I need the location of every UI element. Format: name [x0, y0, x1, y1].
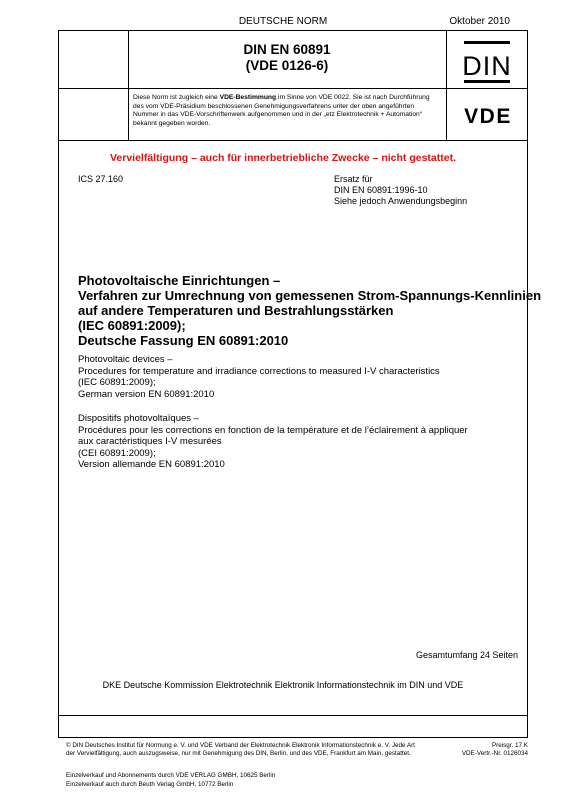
divider-line	[128, 30, 129, 140]
svg-text:DIN: DIN	[462, 51, 512, 81]
title-en-line: Photovoltaic devices –	[78, 354, 173, 365]
title-de-line: Photovoltaische Einrichtungen –	[78, 273, 281, 288]
copyright-notice: © DIN Deutsches Institut für Normung e. V. und VDE Verband der Elektrotechnik Elektronik Informationstechnik e. V. Jede Art der Vervielfältigung, auch auszugsweise, nur mit Genehmigung des DIN, Berlin, und des VDE, Frankfurt am Main, gestattet.	[66, 742, 415, 757]
ics-code: ICS 27.160	[78, 174, 124, 184]
replacement-info	[334, 174, 467, 207]
title-french	[78, 413, 518, 471]
title-fr-line: Procédures pour les corrections en fonction de la température et de l’éclairement à appliquer	[78, 424, 468, 436]
price-info	[462, 742, 528, 757]
title-german	[78, 273, 542, 348]
document-number	[132, 42, 442, 74]
notice-bold: VDE-Bestimmung	[219, 94, 277, 101]
sales-footer	[66, 771, 275, 789]
divider-line	[58, 140, 528, 141]
footer-line: Einzelverkauf auch durch Beuth Verlag GmbH, 10772 Berlin	[66, 781, 234, 788]
vde-logo-icon	[448, 100, 528, 130]
divider-line	[58, 715, 528, 716]
title-de-line: auf andere Temperaturen und Bestrahlungsstärken	[78, 303, 394, 318]
title-fr-line: Dispositifs photovoltaïques –	[78, 413, 199, 424]
dke-line: DKE Deutsche Kommission Elektrotechnik Elektronik Informationstechnik im DIN und VDE	[102, 680, 464, 690]
vde-logo	[448, 100, 528, 130]
replaces-line: DIN EN 60891:1996-10	[334, 185, 428, 195]
divider-line	[446, 30, 447, 140]
title-de-line: Verfahren zur Umrechnung von gemessenen Strom-Spannungs-Kennlinien	[78, 288, 542, 303]
title-de-line: (IEC 60891:2009);	[78, 318, 186, 333]
din-number: DIN EN 60891	[243, 42, 331, 57]
notice-prefix: Diese Norm ist zugleich eine	[133, 94, 220, 101]
title-fr-line: Version allemande EN 60891:2010	[78, 459, 225, 470]
title-en-line: (IEC 60891:2009);	[78, 377, 156, 388]
title-de-line: Deutsche Fassung EN 60891:2010	[78, 333, 289, 348]
title-fr-line: aux caractéristiques I-V mesurées	[78, 436, 222, 447]
price-group: Preisgr. 17 K	[491, 742, 528, 749]
reproduction-warning: Vervielfältigung – auch für innerbetriebliche Zwecke – nicht gestattet.	[109, 152, 456, 164]
title-fr-line: (CEI 60891:2009);	[78, 447, 156, 459]
header-title: DEUTSCHE NORM	[238, 16, 328, 27]
notice-rest: im Sinne von VDE 0022. Sie ist nach Durchführung des vom VDE-Präsidium beschlossenen Genehmigungsverfahrens unter der oben angeführten Nummer in das VDE-Vorschriftenwerk aufgenommen und in der „etz Elektrotechnik + Automation“ bekannt gegeben worden.	[133, 94, 430, 127]
din-logo	[458, 39, 516, 85]
title-english	[78, 354, 518, 400]
title-en-line: Procedures for temperature and irradiance corrections to measured I-V characteristics	[78, 365, 440, 377]
din-logo-icon	[458, 39, 516, 85]
svg-text:VDE: VDE	[464, 105, 512, 128]
replaces-line: Siehe jedoch Anwendungsbeginn	[334, 196, 468, 206]
vde-notice	[133, 94, 441, 128]
vde-number: (VDE 0126-6)	[245, 58, 329, 73]
replaces-line: Ersatz für	[334, 174, 373, 184]
title-en-line: German version EN 60891:2010	[78, 388, 215, 400]
footer-line: Einzelverkauf und Abonnements durch VDE VERLAG GMBH, 10625 Berlin	[66, 772, 276, 779]
header-date: Oktober 2010	[449, 16, 510, 27]
vde-order-number: VDE-Vertr.-Nr. 0126034	[461, 749, 528, 757]
total-pages: Gesamtumfang 24 Seiten	[415, 650, 518, 660]
